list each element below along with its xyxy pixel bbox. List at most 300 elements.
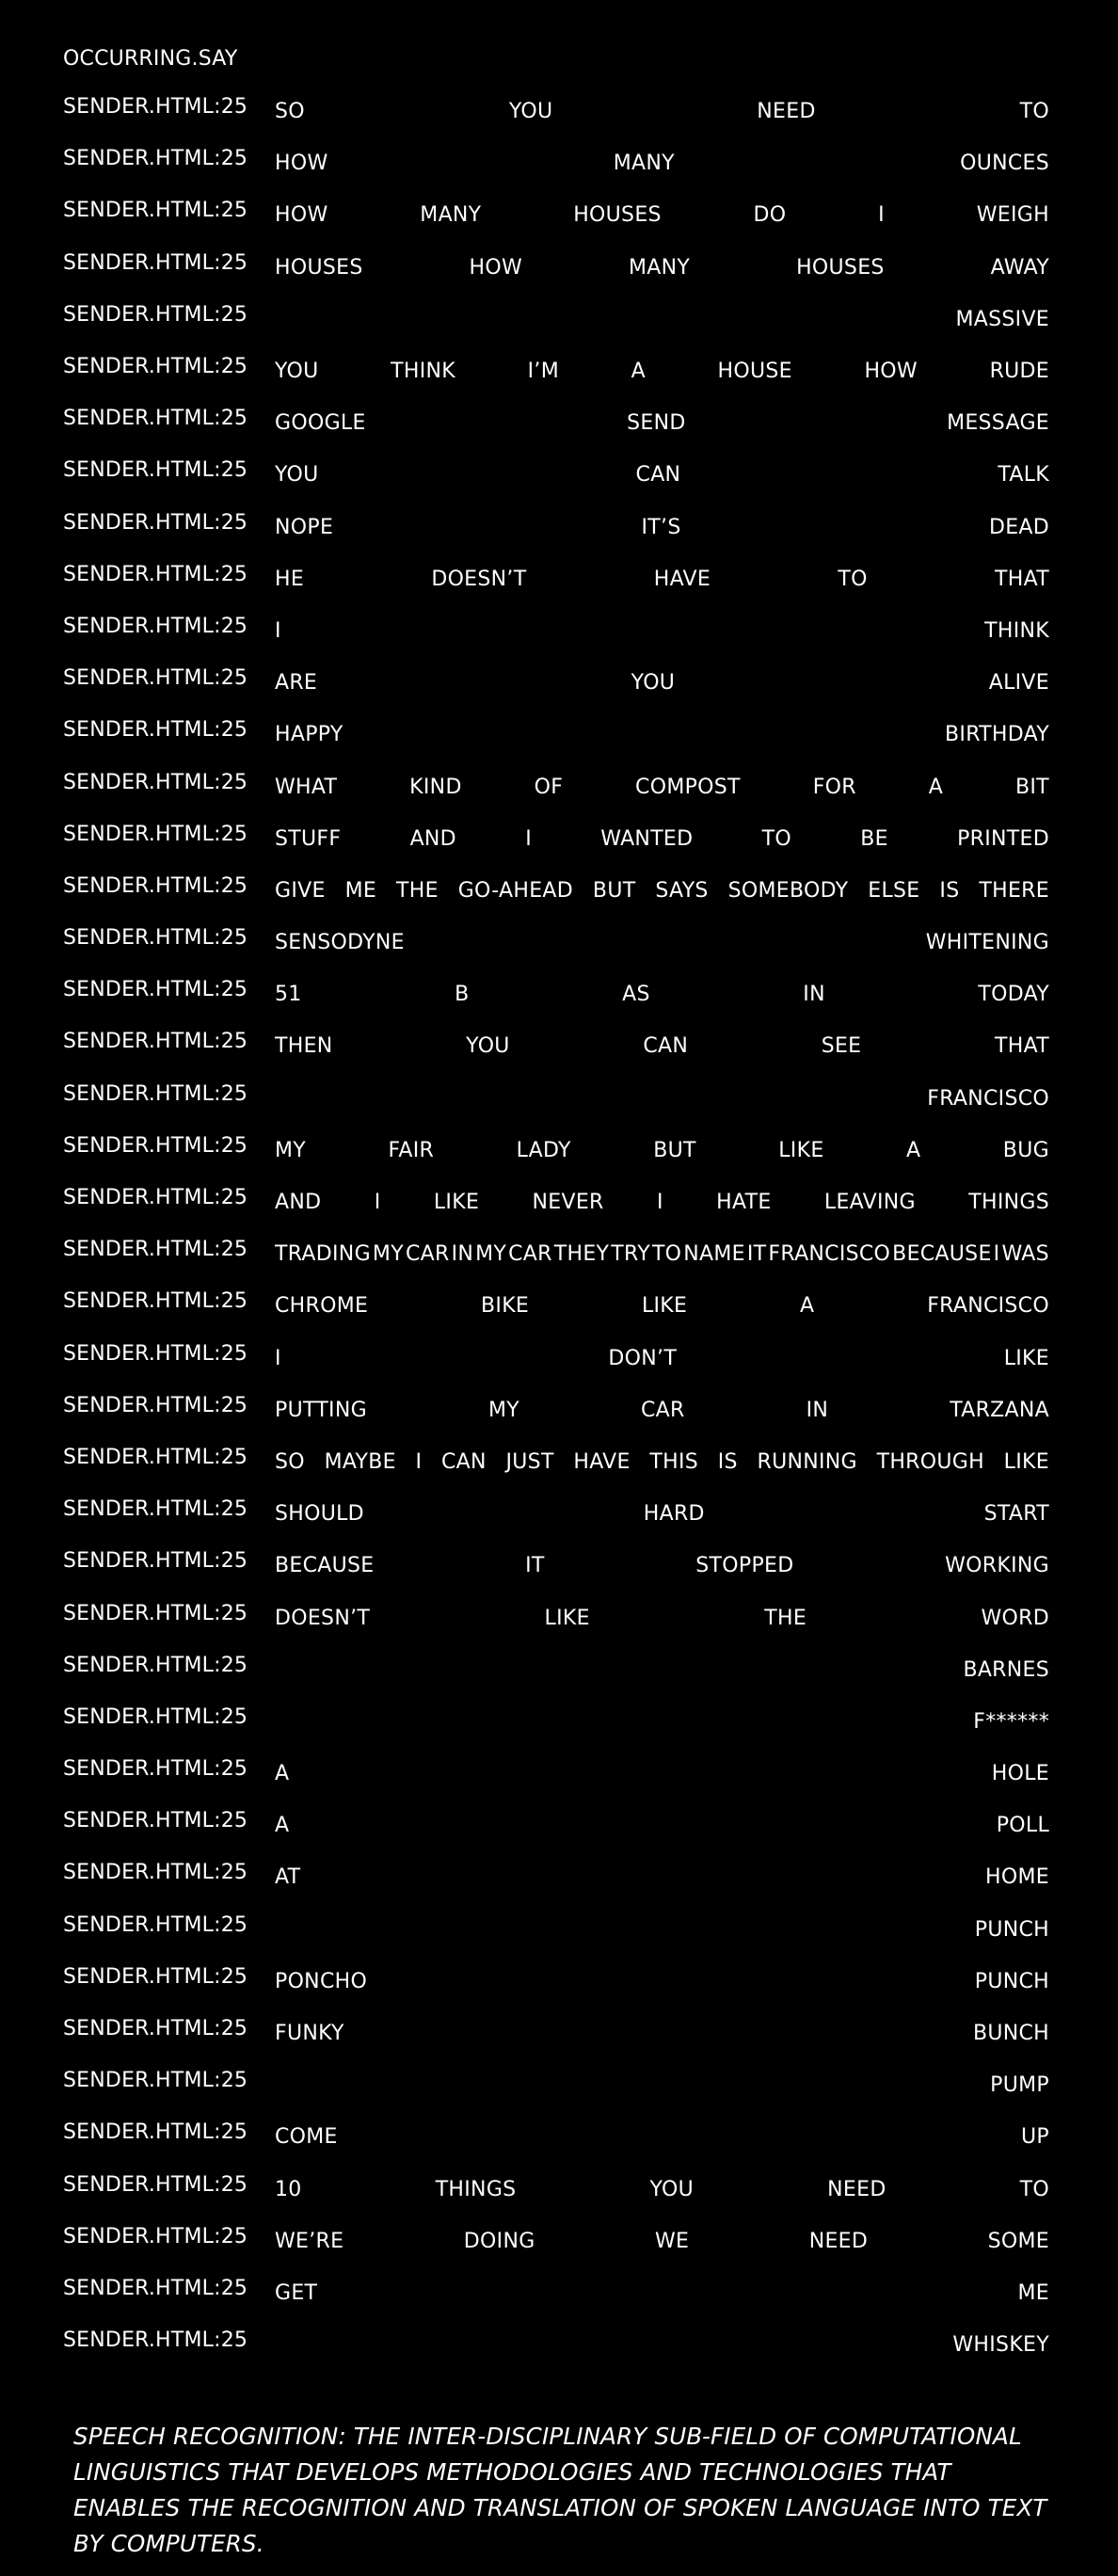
log-source-link[interactable]: SENDER.HTML:25 (63, 2224, 248, 2248)
log-message (275, 194, 1049, 227)
log-source-link[interactable]: SENDER.HTML:25 (63, 1238, 248, 1262)
log-word: FRANCISCO (768, 1242, 891, 1267)
console-log (63, 36, 1049, 2366)
log-word: MY (372, 1242, 404, 1267)
log-row (63, 756, 1049, 808)
log-word: ME (1017, 2280, 1049, 2305)
log-message (275, 1337, 1049, 1370)
log-word: YOU (275, 463, 319, 488)
log-source-link[interactable]: SENDER.HTML:25 (63, 2069, 248, 2093)
log-word: ALIVE (988, 671, 1049, 696)
log-row (63, 81, 1049, 133)
log-word: TRY (611, 1242, 650, 1267)
log-word: F****** (973, 1709, 1049, 1734)
log-source-link[interactable]: SENDER.HTML:25 (63, 302, 248, 327)
log-word: I (275, 1346, 281, 1370)
footer-definition: SPEECH RECOGNITION: THE INTER-DISCIPLINARY SUB-FIELD OF COMPUTATIONAL LINGUISTICS THAT DEVELOPS METHODOLOGIES AND TECHNOLOGIES THAT ENABLES THE RECOGNITION AND TRANSLATION OF SPOKEN LANGUAGE INTO TEXT BY COMPUTERS. (73, 2423, 1047, 2557)
log-word: A (905, 1138, 921, 1162)
log-source-link[interactable]: SENDER.HTML:25 (63, 1133, 248, 1158)
log-message (275, 90, 1049, 123)
log-row (63, 2211, 1049, 2263)
log-word: A (275, 1814, 290, 1838)
log-row (63, 392, 1049, 444)
log-word: WORD (981, 1606, 1049, 1630)
log-word: A (275, 1762, 290, 1786)
log-word: B (455, 983, 470, 1007)
log-word: HAPPY (275, 723, 343, 747)
log-source-link[interactable]: SENDER.HTML:25 (63, 510, 248, 535)
log-word: OF (534, 775, 564, 799)
log-word: TO (651, 1242, 682, 1267)
log-source-link[interactable]: SENDER.HTML:25 (63, 2172, 248, 2197)
log-word: ARE (275, 671, 318, 696)
log-word: I (878, 203, 885, 228)
log-word: STUFF (275, 826, 342, 851)
log-message (275, 818, 1049, 851)
log-word: WE’RE (275, 2229, 344, 2253)
log-message (275, 662, 1049, 695)
log-message (275, 1025, 1049, 1058)
log-message (275, 558, 1049, 591)
log-word: I’M (527, 360, 559, 384)
log-source-link[interactable]: SENDER.HTML:25 (63, 199, 248, 223)
log-row (63, 133, 1049, 184)
log-word: START (983, 1502, 1049, 1527)
log-word: HOW (275, 152, 328, 176)
log-message (275, 402, 1049, 435)
log-message (275, 2012, 1049, 2045)
log-message (275, 2064, 1049, 2097)
log-row (63, 1224, 1049, 1275)
log-word: FRANCISCO (927, 1294, 1049, 1319)
log-word: SOME (987, 2229, 1049, 2253)
log-word: TRADING (275, 1242, 371, 1267)
log-source-link[interactable]: SENDER.HTML:25 (63, 873, 248, 898)
log-source-link[interactable]: SENDER.HTML:25 (63, 718, 248, 743)
log-word: BUG (1002, 1138, 1049, 1162)
log-row (63, 1068, 1049, 1120)
log-word: IS (939, 878, 960, 903)
log-message (275, 1597, 1049, 1630)
log-source-link[interactable]: SENDER.HTML:25 (63, 1964, 248, 1989)
log-row (63, 1743, 1049, 1795)
log-word: COMPOST (635, 775, 741, 799)
log-row (63, 2263, 1049, 2314)
log-word: FUNKY (275, 2022, 344, 2046)
log-message (275, 506, 1049, 539)
log-word: CAR (641, 1398, 685, 1422)
log-message (275, 870, 1049, 903)
log-source-link[interactable]: SENDER.HTML:25 (63, 926, 248, 951)
log-source-link[interactable]: SENDER.HTML:25 (63, 1704, 248, 1729)
log-source-link[interactable]: SENDER.HTML:25 (63, 147, 248, 171)
log-word: THINK (984, 618, 1049, 643)
log-word: MY (275, 1138, 307, 1162)
log-word: DOESN’T (431, 567, 527, 591)
log-row (63, 1120, 1049, 1172)
log-source-link[interactable]: SENDER.HTML:25 (63, 2328, 248, 2353)
log-source-link[interactable]: SENDER.HTML:25 (63, 2120, 248, 2145)
console-header (63, 36, 1049, 81)
log-row (63, 1899, 1049, 1951)
log-word: THINGS (968, 1191, 1049, 1215)
log-word: HAVE (573, 1449, 631, 1474)
log-word: PUNCH (974, 1917, 1049, 1942)
log-word: PONCHO (275, 1969, 368, 1993)
log-word: BIRTHDAY (945, 723, 1049, 747)
log-message (275, 1441, 1049, 1474)
log-word: CAR (508, 1242, 552, 1267)
log-source-link[interactable]: SENDER.HTML:25 (63, 2017, 248, 2041)
log-word: BECAUSE (892, 1242, 992, 1267)
log-word: THINK (391, 360, 456, 384)
log-source-link[interactable]: SENDER.HTML:25 (63, 1601, 248, 1625)
log-message (275, 610, 1049, 643)
log-word: KIND (409, 775, 462, 799)
log-word: YOU (508, 100, 553, 124)
log-row (63, 704, 1049, 756)
log-word: YOU (466, 1034, 510, 1059)
log-word: LIKE (433, 1191, 480, 1215)
log-word: HOUSES (573, 203, 662, 228)
log-word: AND (275, 1191, 322, 1215)
log-message (275, 1233, 1049, 1266)
log-word: MASSIVE (955, 307, 1049, 331)
log-source-link[interactable]: SENDER.HTML:25 (63, 355, 248, 379)
log-word: IN (803, 983, 825, 1007)
log-word: UP (1021, 2125, 1049, 2150)
log-word: LADY (516, 1138, 571, 1162)
log-row (63, 1380, 1049, 1432)
log-word: BIKE (481, 1294, 530, 1319)
log-word: HOUSE (717, 360, 792, 384)
log-message (275, 2168, 1049, 2201)
log-source-link[interactable]: SENDER.HTML:25 (63, 95, 248, 120)
log-word: NOPE (275, 515, 334, 539)
log-word: AT (275, 1865, 301, 1890)
log-row (63, 1172, 1049, 1224)
log-word: HOW (469, 255, 523, 280)
log-word: TO (1019, 2177, 1049, 2201)
log-word: OUNCES (960, 152, 1049, 176)
log-word: BECAUSE (275, 1554, 375, 1578)
log-source-link[interactable]: SENDER.HTML:25 (63, 822, 248, 846)
log-word: MANY (613, 152, 675, 176)
log-word: PUNCH (974, 1969, 1049, 1993)
log-word: FOR (812, 775, 856, 799)
log-row (63, 2055, 1049, 2106)
log-word: ELSE (868, 878, 920, 903)
log-word: TO (761, 826, 791, 851)
log-word: I (374, 1191, 381, 1215)
log-word: HAVE (653, 567, 711, 591)
log-row (63, 289, 1049, 341)
log-row (63, 2106, 1049, 2158)
log-word: DOESN’T (275, 1606, 371, 1630)
log-row (63, 1587, 1049, 1639)
log-word: THE (764, 1606, 807, 1630)
log-entries (63, 81, 1049, 2366)
log-word: A (928, 775, 944, 799)
log-word: HOUSES (796, 255, 885, 280)
log-row (63, 341, 1049, 392)
log-source-link[interactable]: SENDER.HTML:25 (63, 666, 248, 691)
log-word: BIT (1015, 775, 1049, 799)
log-word: SAYS (655, 878, 709, 903)
log-word: I (993, 1242, 1000, 1267)
log-message (275, 350, 1049, 383)
log-row (63, 444, 1049, 496)
log-word: 10 (275, 2177, 302, 2201)
log-row (63, 912, 1049, 964)
log-word: WAS (1001, 1242, 1049, 1267)
log-word: BUT (653, 1138, 696, 1162)
log-row (63, 497, 1049, 549)
log-row (63, 964, 1049, 1016)
log-word: WHAT (275, 775, 338, 799)
log-word: IN (451, 1242, 474, 1267)
log-source-link[interactable]: SENDER.HTML:25 (63, 250, 248, 275)
log-word: WORKING (945, 1554, 1049, 1578)
log-message (275, 2116, 1049, 2149)
log-word: YOU (275, 360, 319, 384)
log-message (275, 2272, 1049, 2305)
log-message (275, 2324, 1049, 2357)
log-row (63, 1535, 1049, 1587)
log-message (275, 1752, 1049, 1785)
log-word: FRANCISCO (927, 1086, 1049, 1111)
log-word: HE (275, 567, 305, 591)
log-message (275, 1856, 1049, 1889)
log-message (275, 973, 1049, 1006)
log-word: WEIGH (976, 203, 1049, 228)
log-word: HOME (985, 1865, 1049, 1890)
log-message (275, 247, 1049, 280)
log-word: CAR (405, 1242, 450, 1267)
log-word: BE (860, 826, 888, 851)
log-word: JUST (505, 1449, 554, 1474)
log-source-link[interactable]: SENDER.HTML:25 (63, 458, 248, 483)
log-word: FAIR (388, 1138, 435, 1162)
log-message (275, 298, 1049, 331)
log-message (275, 1129, 1049, 1162)
log-row (63, 1640, 1049, 1691)
log-word: I (656, 1191, 663, 1215)
log-source-link[interactable]: SENDER.HTML:25 (63, 1912, 248, 1937)
log-word: LIKE (641, 1294, 688, 1319)
log-row (63, 2003, 1049, 2055)
log-row (63, 549, 1049, 600)
log-word: GIVE (275, 878, 326, 903)
log-word: MANY (628, 255, 691, 280)
log-word: GET (275, 2280, 318, 2305)
console-header-title: OCCURRING.SAY (63, 46, 238, 71)
log-word: IN (806, 1398, 829, 1422)
log-word: CAN (643, 1034, 689, 1059)
log-source-link[interactable]: SENDER.HTML:25 (63, 770, 248, 794)
log-word: GOOGLE (275, 411, 366, 436)
log-message (275, 2220, 1049, 2253)
log-word: CHROME (275, 1294, 369, 1319)
log-message (275, 1493, 1049, 1526)
log-row (63, 2159, 1049, 2211)
log-word: POLL (996, 1814, 1049, 1838)
log-word: IT (746, 1242, 767, 1267)
log-source-link[interactable]: SENDER.HTML:25 (63, 1809, 248, 1833)
log-word: PUMP (990, 2073, 1049, 2098)
log-word: WANTED (600, 826, 694, 851)
log-word: NAME (683, 1242, 745, 1267)
log-row (63, 2314, 1049, 2366)
log-row (63, 1483, 1049, 1535)
log-word: I (275, 618, 281, 643)
log-message (275, 1285, 1049, 1318)
log-message (275, 1389, 1049, 1422)
log-word: TODAY (978, 983, 1049, 1007)
log-message (275, 454, 1049, 487)
log-word: HARD (643, 1502, 705, 1527)
log-word: WHITENING (925, 931, 1049, 955)
log-word: THE (395, 878, 439, 903)
log-word: NEED (808, 2229, 869, 2253)
log-word: A (800, 1294, 815, 1319)
log-word: HOUSES (275, 255, 363, 280)
log-source-link[interactable]: SENDER.HTML:25 (63, 1393, 248, 1417)
log-word: NEVER (532, 1191, 604, 1215)
log-message (275, 1960, 1049, 1993)
log-word: MESSAGE (947, 411, 1049, 436)
log-message (275, 1181, 1049, 1214)
log-row (63, 1795, 1049, 1847)
log-row (63, 1847, 1049, 1898)
log-word: LIKE (544, 1606, 590, 1630)
log-word: DEAD (988, 515, 1049, 539)
log-word: THAT (995, 567, 1049, 591)
log-word: THAT (995, 1034, 1049, 1059)
log-word: CAN (441, 1449, 487, 1474)
log-message (275, 142, 1049, 175)
log-source-link[interactable]: SENDER.HTML:25 (63, 1289, 248, 1314)
log-row (63, 600, 1049, 652)
log-source-link[interactable]: SENDER.HTML:25 (63, 1653, 248, 1677)
log-word: ME (344, 878, 377, 903)
log-word: I (525, 826, 532, 851)
log-word: PRINTED (957, 826, 1049, 851)
log-word: STOPPED (695, 1554, 794, 1578)
log-word: TALK (998, 463, 1049, 488)
log-word: IT (525, 1554, 545, 1578)
log-message (275, 921, 1049, 954)
log-word: HOW (275, 203, 328, 228)
log-source-link[interactable]: SENDER.HTML:25 (63, 1861, 248, 1885)
log-message (275, 1544, 1049, 1577)
log-word: THEY (553, 1242, 610, 1267)
log-word: HOW (864, 360, 918, 384)
log-word: LIKE (1003, 1346, 1049, 1370)
log-word: RUNNING (757, 1449, 857, 1474)
log-word: RUDE (989, 360, 1049, 384)
log-row (63, 1951, 1049, 2003)
log-source-link[interactable]: SENDER.HTML:25 (63, 1081, 248, 1106)
log-source-link[interactable]: SENDER.HTML:25 (63, 1497, 248, 1522)
log-word: NEED (827, 2177, 886, 2201)
log-word: WE (655, 2229, 690, 2253)
log-word: HATE (716, 1191, 772, 1215)
log-word: THERE (979, 878, 1049, 903)
log-word: TO (1019, 100, 1049, 124)
log-word: AWAY (990, 255, 1049, 280)
log-row (63, 1432, 1049, 1483)
log-source-link[interactable]: SENDER.HTML:25 (63, 562, 248, 586)
log-source-link[interactable]: SENDER.HTML:25 (63, 407, 248, 431)
log-row (63, 237, 1049, 289)
log-word: IT’S (641, 515, 681, 539)
log-word: TARZANA (950, 1398, 1049, 1422)
log-word: SO (275, 1449, 305, 1474)
log-word: AS (622, 983, 650, 1007)
log-word: YOU (649, 2177, 695, 2201)
log-word: MAYBE (324, 1449, 396, 1474)
log-word: BUT (592, 878, 636, 903)
log-word: SENSODYNE (275, 931, 405, 955)
log-row (63, 184, 1049, 236)
log-word: CAN (635, 463, 681, 488)
log-source-link[interactable]: SENDER.HTML:25 (63, 1341, 248, 1366)
log-row (63, 1016, 1049, 1067)
log-message (275, 1804, 1049, 1837)
log-source-link[interactable]: SENDER.HTML:25 (63, 1549, 248, 1574)
log-row (63, 1691, 1049, 1743)
log-word: LEAVING (823, 1191, 916, 1215)
log-word: GO-AHEAD (457, 878, 574, 903)
log-word: SO (275, 100, 305, 124)
log-word: SOMEBODY (727, 878, 849, 903)
log-word: MY (487, 1398, 519, 1422)
log-word: YOU (631, 671, 676, 696)
log-word: MANY (420, 203, 482, 228)
log-word: NEED (757, 100, 816, 124)
log-source-link[interactable]: SENDER.HTML:25 (63, 1186, 248, 1210)
log-word: I (415, 1449, 423, 1474)
log-word: PUTTING (275, 1398, 367, 1422)
log-word: HOLE (991, 1762, 1049, 1786)
log-word: COME (275, 2125, 338, 2150)
log-word: BARNES (963, 1657, 1049, 1682)
log-message (275, 1701, 1049, 1734)
log-source-link[interactable]: SENDER.HTML:25 (63, 1757, 248, 1782)
log-source-link[interactable]: SENDER.HTML:25 (63, 1030, 248, 1054)
log-word: AND (409, 826, 456, 851)
log-row (63, 652, 1049, 704)
log-word: LIKE (778, 1138, 824, 1162)
log-word: THEN (275, 1034, 333, 1059)
log-word: THIS (649, 1449, 699, 1474)
log-message (275, 1649, 1049, 1682)
log-word: SHOULD (275, 1502, 364, 1527)
log-word: DO (753, 203, 787, 228)
log-source-link[interactable]: SENDER.HTML:25 (63, 614, 248, 638)
log-row (63, 1275, 1049, 1327)
log-source-link[interactable]: SENDER.HTML:25 (63, 2276, 248, 2300)
log-row (63, 808, 1049, 860)
log-message (275, 1078, 1049, 1111)
log-word: A (631, 360, 646, 384)
log-word: WHISKEY (952, 2333, 1049, 2358)
log-source-link[interactable]: SENDER.HTML:25 (63, 1445, 248, 1469)
log-word: 51 (275, 983, 302, 1007)
log-word: BUNCH (972, 2022, 1049, 2046)
log-source-link[interactable]: SENDER.HTML:25 (63, 978, 248, 1002)
